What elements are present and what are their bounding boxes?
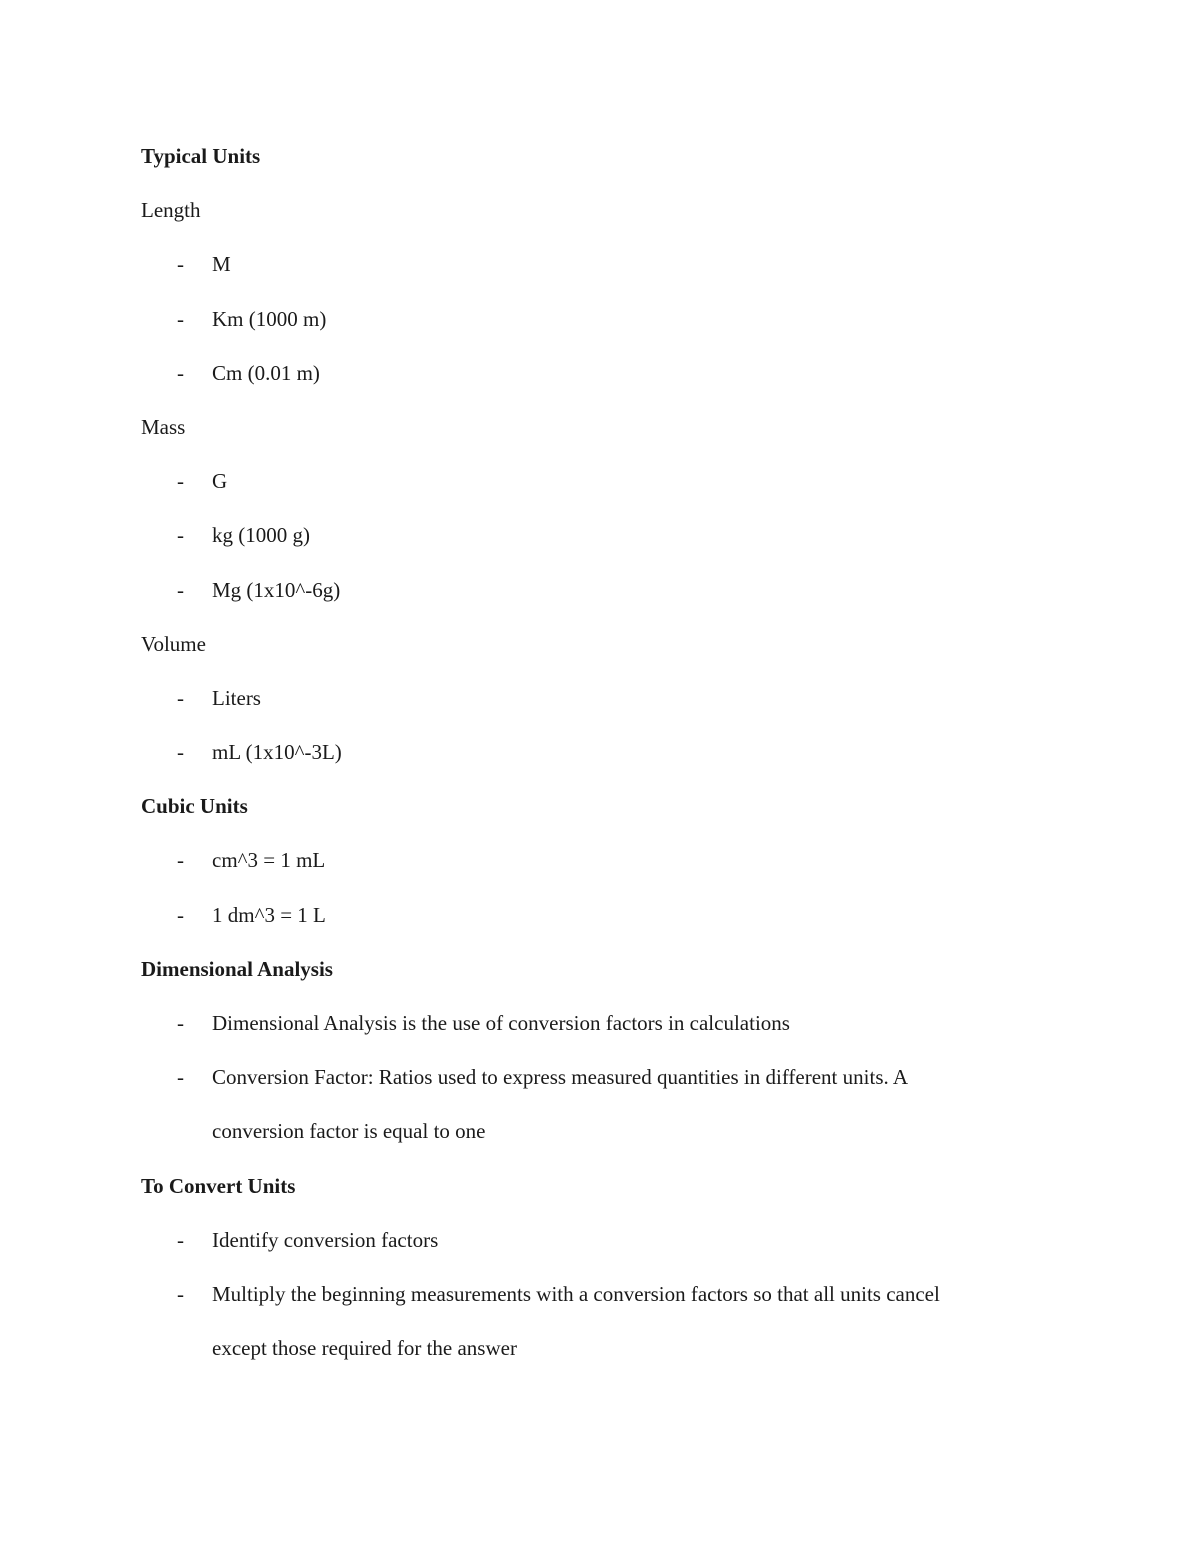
list-item bbox=[141, 900, 1061, 954]
list-item bbox=[141, 1062, 1061, 1116]
bullet-dash: - bbox=[177, 523, 184, 548]
list-item-text: G bbox=[212, 469, 228, 494]
heading-typical-units: Typical Units bbox=[141, 144, 261, 168]
list-item bbox=[141, 466, 1061, 520]
list-item-text: Conversion Factor: Ratios used to express measured quantities in different units. A bbox=[212, 1065, 908, 1090]
list-item bbox=[141, 249, 1061, 303]
list-item-text: Mg (1x10^-6g) bbox=[212, 577, 341, 602]
bullet-dash: - bbox=[177, 902, 184, 927]
bullet-dash: - bbox=[177, 685, 184, 710]
list-item bbox=[141, 845, 1061, 899]
list-item-text: Liters bbox=[212, 685, 261, 710]
list-item-text: Dimensional Analysis is the use of conversion factors in calculations bbox=[212, 1011, 790, 1035]
bullet-dash: - bbox=[177, 1011, 184, 1035]
list-item bbox=[141, 1225, 1061, 1279]
bullet-dash: - bbox=[177, 1065, 184, 1090]
subheading-mass: Mass bbox=[141, 414, 186, 439]
bullet-dash: - bbox=[177, 252, 184, 277]
list-item bbox=[141, 737, 1061, 791]
list-item bbox=[141, 683, 1061, 737]
list-item bbox=[141, 1279, 1061, 1333]
bullet-dash: - bbox=[177, 306, 184, 331]
bullet-dash: - bbox=[177, 1227, 184, 1252]
list-item-text: kg (1000 g) bbox=[212, 523, 310, 548]
heading-cubic-units: Cubic Units bbox=[141, 794, 248, 819]
list-item-text: M bbox=[212, 252, 231, 277]
list-item bbox=[141, 1008, 1061, 1062]
list-item-continuation: except those required for the answer bbox=[212, 1336, 517, 1361]
list-item-text: Multiply the beginning measurements with a conversion factors so that all units cancel bbox=[212, 1281, 940, 1306]
list-item bbox=[141, 520, 1061, 574]
list-item-continuation: conversion factor is equal to one bbox=[212, 1119, 486, 1144]
heading-to-convert-units: To Convert Units bbox=[141, 1173, 296, 1198]
list-item bbox=[141, 304, 1061, 358]
heading-dimensional-analysis: Dimensional Analysis bbox=[141, 956, 333, 981]
bullet-dash: - bbox=[177, 1281, 184, 1306]
list-item-text: Km (1000 m) bbox=[212, 306, 327, 331]
bullet-dash: - bbox=[177, 740, 184, 765]
list-item-text: mL (1x10^-3L) bbox=[212, 740, 342, 765]
subheading-length: Length bbox=[141, 198, 201, 223]
list-item bbox=[141, 358, 1061, 412]
subheading-volume: Volume bbox=[141, 631, 206, 656]
list-item-text: Identify conversion factors bbox=[212, 1227, 439, 1252]
document-body bbox=[141, 141, 1061, 1387]
bullet-dash: - bbox=[177, 469, 184, 494]
list-item-text: Cm (0.01 m) bbox=[212, 360, 320, 385]
list-item-text: cm^3 = 1 mL bbox=[212, 848, 326, 873]
bullet-dash: - bbox=[177, 360, 184, 385]
list-item bbox=[141, 575, 1061, 629]
bullet-dash: - bbox=[177, 848, 184, 873]
list-item-text: 1 dm^3 = 1 L bbox=[212, 902, 326, 927]
bullet-dash: - bbox=[177, 577, 184, 602]
